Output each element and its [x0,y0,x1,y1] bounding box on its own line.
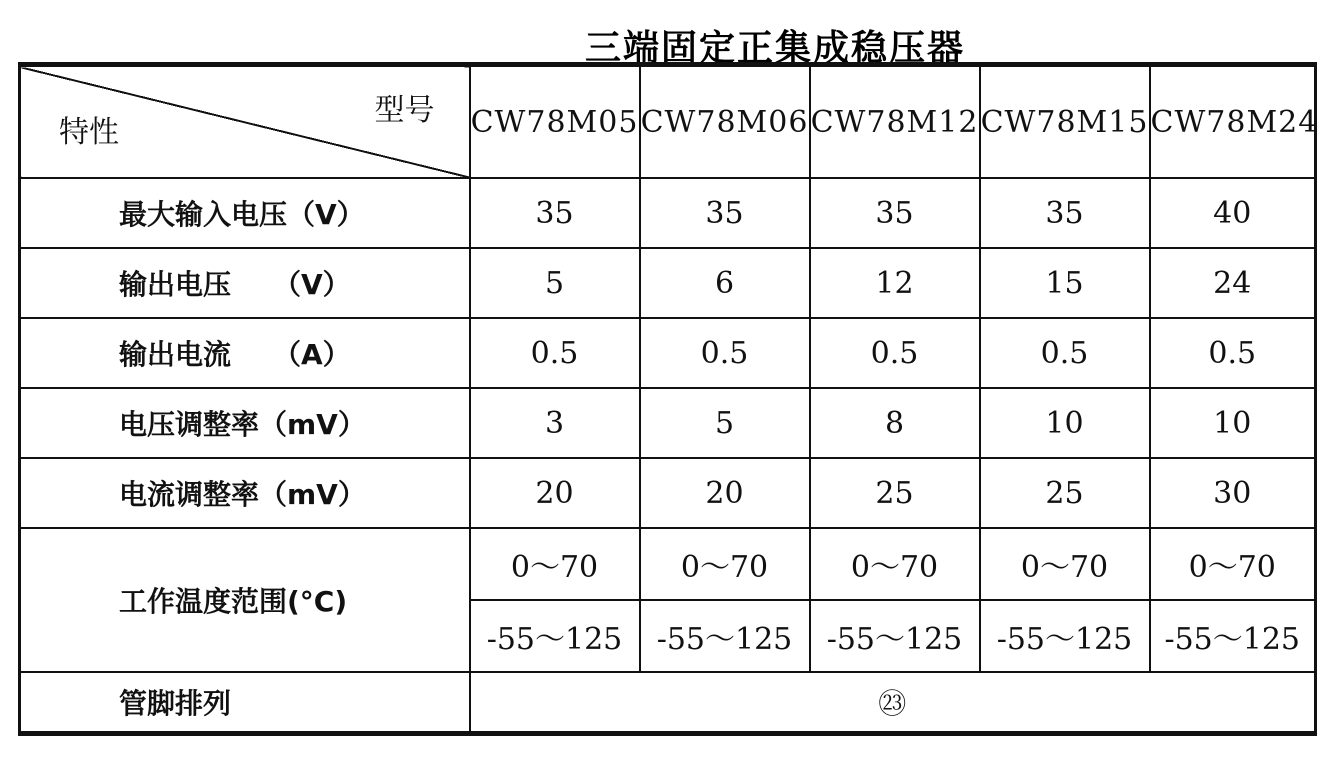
row-label: 工作温度范围(°C) [20,528,470,672]
model-header: CW78M24 [1150,65,1316,179]
model-header: CW78M06 [640,65,810,179]
table-cell: 25 [980,458,1150,528]
row-label: 电压调整率（mV） [20,388,470,458]
table-cell: 5 [470,248,640,318]
table-cell: -55～125 [1150,600,1316,672]
table-row [20,458,1316,528]
table-cell: 0.5 [810,318,980,388]
table-cell: 0.5 [980,318,1150,388]
table-cell: 8 [810,388,980,458]
table-row [20,528,1316,600]
table-cell: 0～70 [470,528,640,600]
table-cell: 0.5 [470,318,640,388]
table-cell: 35 [470,178,640,248]
spec-table-wrapper [18,62,1319,736]
table-cell: 35 [810,178,980,248]
table-cell: 20 [640,458,810,528]
table-row [20,318,1316,388]
table-cell: 3 [470,388,640,458]
table-row [20,248,1316,318]
table-cell: 0.5 [640,318,810,388]
table-cell: 15 [980,248,1150,318]
table-cell: 0～70 [980,528,1150,600]
table-row [20,178,1316,248]
table-cell: 0～70 [1150,528,1316,600]
model-header: CW78M15 [980,65,1150,179]
table-cell: 5 [640,388,810,458]
table-cell: 12 [810,248,980,318]
table-title: 三端固定正集成稳压器 [585,28,966,69]
table-cell: 35 [980,178,1150,248]
row-label: 管脚排列 [20,672,470,734]
table-cell: 20 [470,458,640,528]
spec-table [18,62,1317,736]
table-cell: -55～125 [980,600,1150,672]
table-row [20,672,1316,734]
pin-arrangement-ref: ㉓ [470,672,1316,734]
table-cell: 0.5 [1150,318,1316,388]
header-row [20,65,1316,179]
table-cell: -55～125 [810,600,980,672]
table-cell: -55～125 [470,600,640,672]
table-cell: -55～125 [640,600,810,672]
corner-cell [20,65,470,179]
model-header: CW78M05 [470,65,640,179]
row-label: 电流调整率（mV） [20,458,470,528]
corner-model-label: 型号 [374,93,435,128]
row-label: 最大输入电压（V） [20,178,470,248]
table-cell: 10 [1150,388,1316,458]
table-cell: 25 [810,458,980,528]
table-cell: 0～70 [640,528,810,600]
table-cell: 6 [640,248,810,318]
table-cell: 10 [980,388,1150,458]
corner-property-label: 特性 [59,115,119,150]
model-header: CW78M12 [810,65,980,179]
table-cell: 30 [1150,458,1316,528]
table-cell: 40 [1150,178,1316,248]
table-cell: 35 [640,178,810,248]
row-label: 输出电流 （A） [20,318,470,388]
table-cell: 0～70 [810,528,980,600]
table-row [20,388,1316,458]
row-label: 输出电压 （V） [20,248,470,318]
table-cell: 24 [1150,248,1316,318]
